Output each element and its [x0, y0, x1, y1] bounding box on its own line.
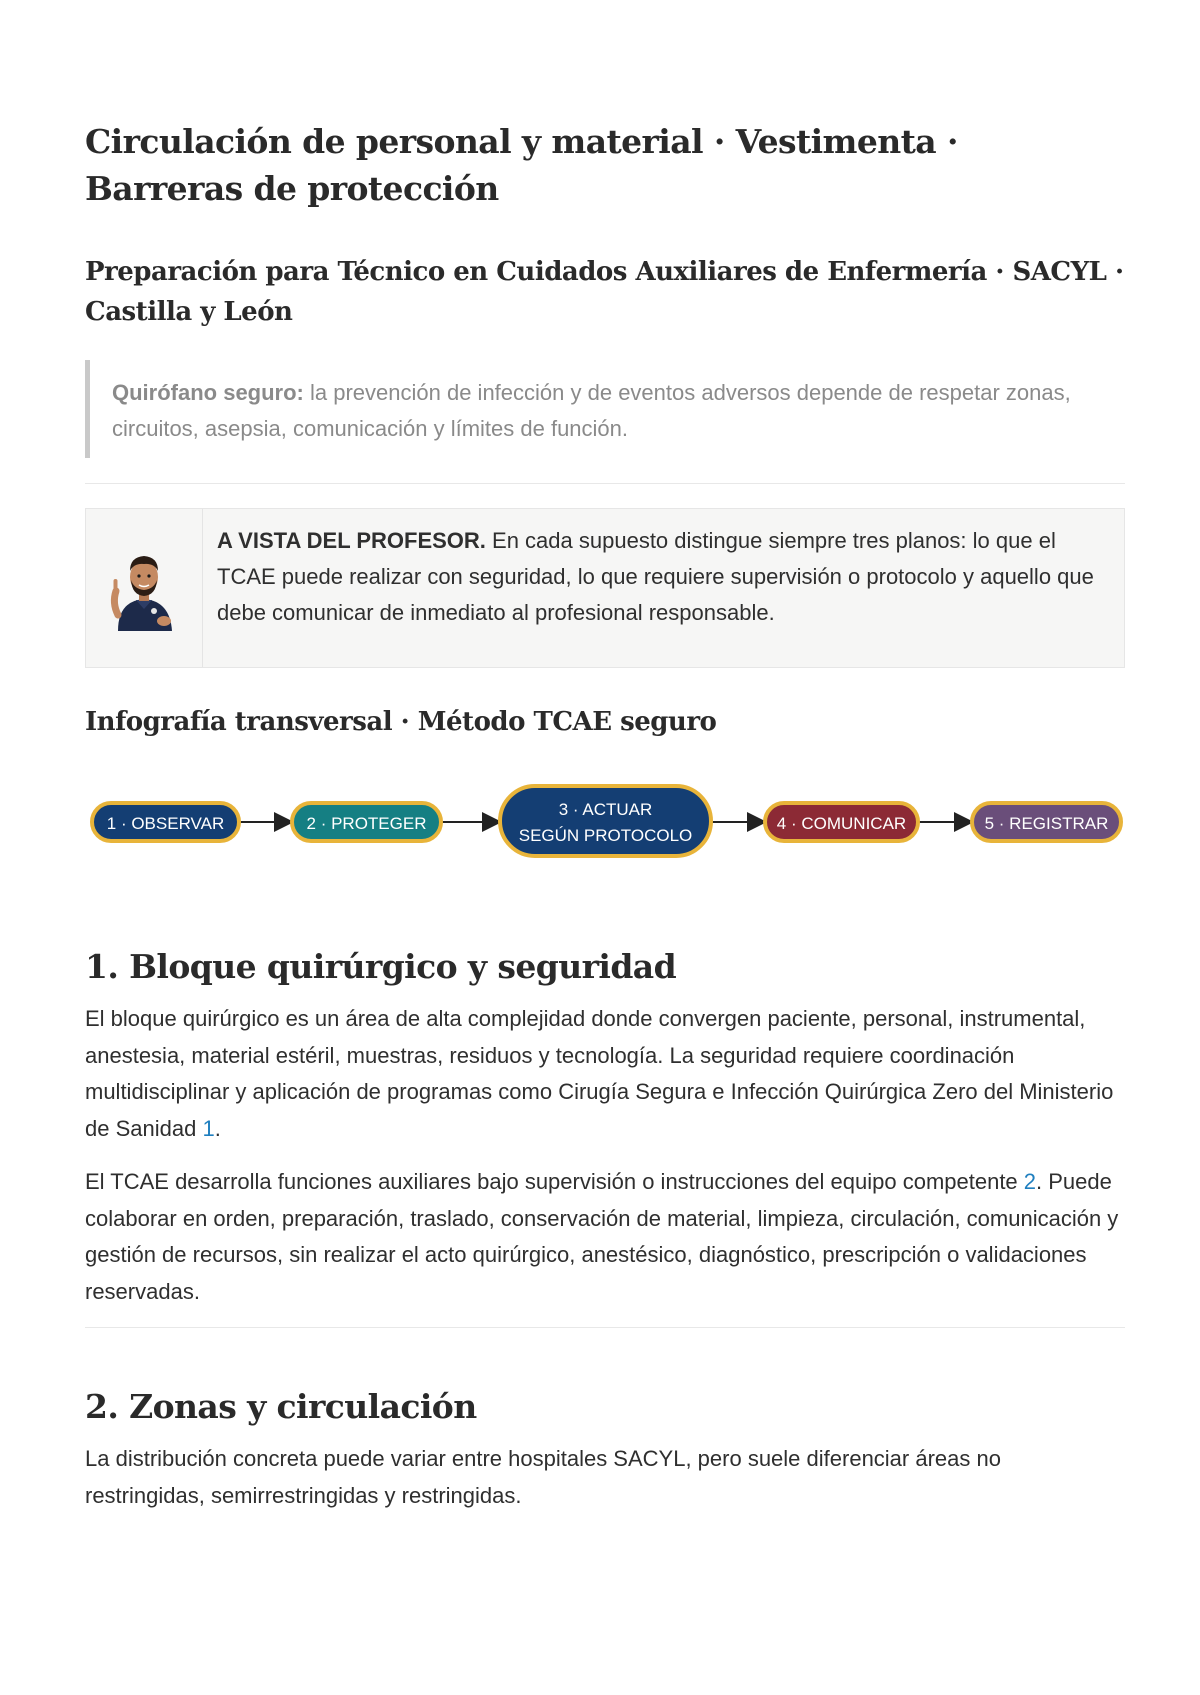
flow-step-label: 2 · PROTEGER: [306, 814, 427, 833]
divider: [85, 1327, 1125, 1328]
flow-step-label: 1 · OBSERVAR: [106, 814, 225, 833]
teacher-avatar-cell: [86, 509, 203, 667]
section-2-paragraph-1: La distribución concreta puede variar entre hospitales SACYL, pero suele diferenciar áreas no restringidas, semirrestringidas y restringidas.: [85, 1446, 1001, 1508]
flow-step-label: 4 · COMUNICAR: [776, 814, 907, 833]
reference-link-2[interactable]: 2: [1023, 1169, 1037, 1194]
quote-label: Quirófano seguro:: [112, 380, 304, 405]
section-1-p2-text: . Puede colaborar en orden, preparación, traslado, conservación de material, limpieza, circulación, comunicación y gestión de recursos, sin realizar el acto quirúrgico, anestésico, diagnóstico, prescripción o validaciones reservadas.: [85, 1169, 1119, 1304]
flow-step-registrar: [972, 803, 1121, 841]
page-title: Circulación de personal y material · Vestimenta · Barreras de protección: [85, 122, 958, 208]
flow-step-label: 5 · REGISTRAR: [984, 814, 1109, 833]
flow-step-proteger: [292, 803, 441, 841]
teacher-avatar: [106, 545, 182, 631]
quote-text: la prevención de infección y de eventos adversos depende de respetar zonas, circuitos, asepsia, comunicación y límites de función.: [112, 380, 1071, 441]
divider: [85, 483, 1125, 484]
section-1-heading: 1. Bloque quirúrgico y seguridad: [85, 947, 677, 986]
blockquote: [85, 360, 1125, 458]
callout-text: [203, 509, 1124, 667]
flow-step-label-line2: SEGÚN PROTOCOLO: [518, 826, 693, 845]
page-subtitle: Preparación para Técnico en Cuidados Auxiliares de Enfermería · SACYL · Castilla y León: [85, 257, 1124, 327]
section-1-p2-start: El TCAE desarrolla funciones auxiliares bajo supervisión o instrucciones del equipo competente: [85, 1169, 1024, 1194]
section-2-heading: 2. Zonas y circulación: [85, 1387, 477, 1426]
section-1-paragraph-1: [85, 1001, 1125, 1147]
callout-label: A VISTA DEL PROFESOR.: [217, 528, 486, 553]
section-1-p1-end: .: [214, 1115, 221, 1141]
section-1-p1-text: El bloque quirúrgico es un área de alta complejidad donde convergen paciente, personal, instrumental, anestesia, material estéril, muestras, residuos y tecnología. La seguridad requiere coordinación multidisciplinar y aplicación de programas como Cirugía Segura e Infección Quirúrgica Zero del Ministerio de Sanidad: [85, 1006, 1114, 1141]
infographic-title: Infografía transversal · Método TCAE seguro: [85, 707, 717, 737]
flow-step-label: 3 · ACTUAR: [558, 800, 653, 819]
method-flow-diagram: [85, 782, 1125, 862]
section-1-paragraph-2: [85, 1164, 1125, 1310]
flow-step-actuar: [500, 786, 711, 856]
callout-body: En cada supuesto distingue siempre tres planos: lo que el TCAE puede realizar con seguridad, lo que requiere supervisión o protocolo y aquello que debe comunicar de inmediato al profesional responsable.: [217, 528, 1094, 625]
flow-step-observar: [92, 803, 239, 841]
reference-link-1[interactable]: 1: [202, 1115, 215, 1141]
flow-step-comunicar: [765, 803, 918, 841]
teacher-callout: [85, 508, 1125, 668]
